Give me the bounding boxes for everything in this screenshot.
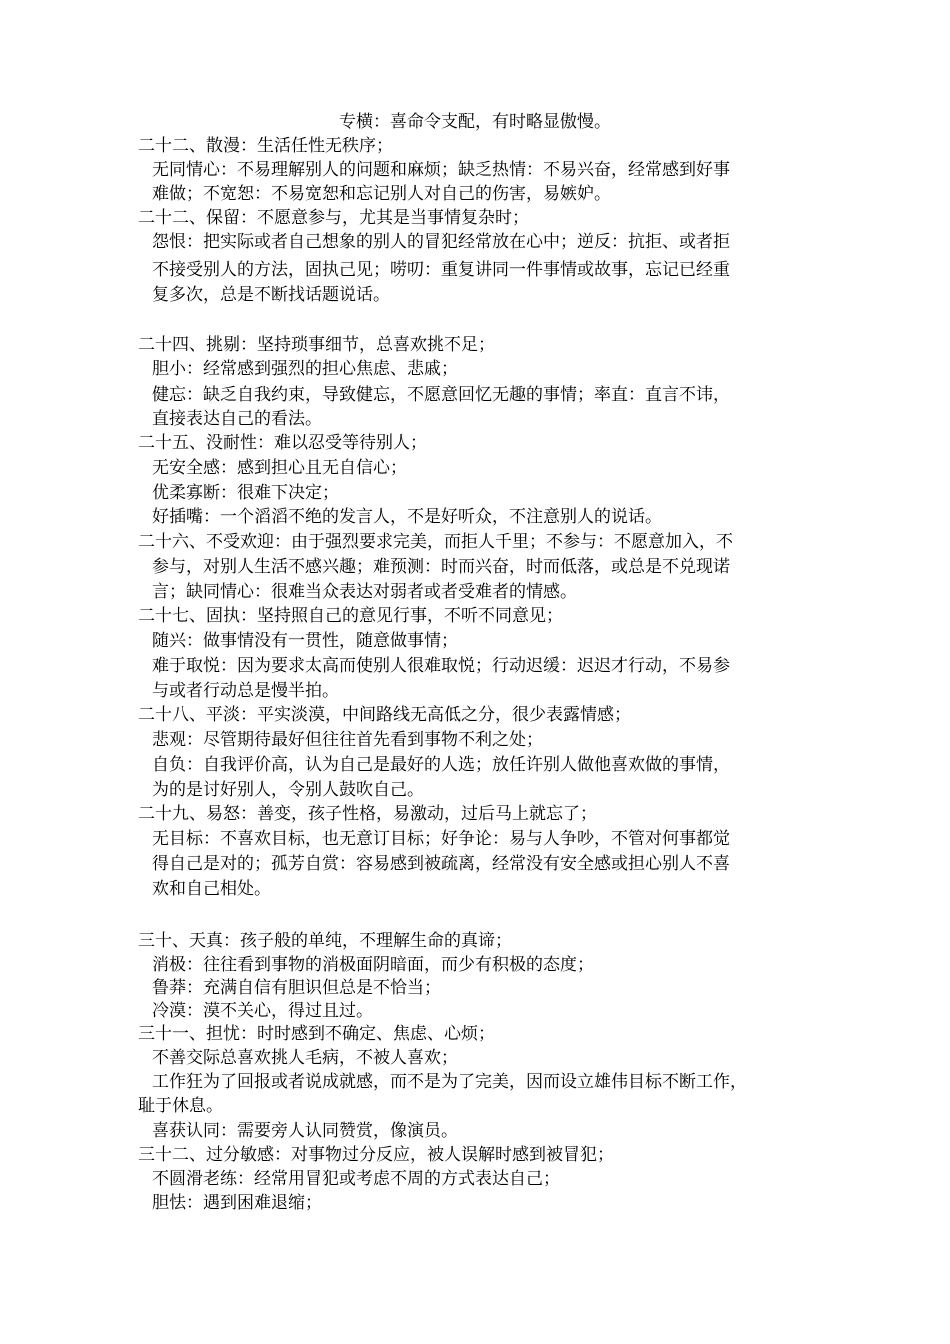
section-heading: 二十九、易怒：善变，孩子性格，易激动，过后马上就忘了； — [138, 804, 597, 824]
text-line: 怨恨：把实际或者自己想象的别人的冒犯经常放在心中；逆反：抗拒、或者拒 — [152, 232, 730, 252]
text-line: 不接受别人的方法，固执己见；唠叨：重复讲同一件事情或故事，忘记已经重 — [152, 260, 730, 280]
text-line: 参与，对别人生活不感兴趣；难预测：时而兴奋，时而低落，或总是不兑现诺 — [152, 557, 730, 577]
text-line: 喜获认同：需要旁人认同赞赏，像演员。 — [152, 1121, 458, 1141]
text-line: 冷漠：漠不关心，得过且过。 — [152, 1001, 373, 1021]
text-line: 健忘：缺乏自我约束，导致健忘，不愿意回忆无趣的事情；率直：直言不讳， — [152, 385, 730, 405]
text-line: 优柔寡断：很难下决定； — [152, 483, 339, 503]
text-line: 欢和自己相处。 — [152, 879, 271, 899]
section-heading: 二十八、平淡：平实淡漠，中间路线无高低之分，很少表露情感； — [138, 705, 631, 725]
text-line: 专横：喜命令支配，有时略显傲慢。 — [339, 112, 611, 132]
text-line: 鲁莽：充满自信有胆识但总是不恰当； — [152, 978, 441, 998]
section-heading: 二十七、固执：坚持照自己的意见行事，不听不同意见； — [138, 606, 563, 626]
text-line: 与或者行动总是慢半拍。 — [152, 681, 339, 701]
text-line: 无安全感：感到担心且无自信心； — [152, 458, 407, 478]
text-line: 消极：往往看到事物的消极面阴暗面，而少有积极的态度； — [152, 955, 594, 975]
section-heading: 二十四、挑剔：坚持琐事细节，总喜欢挑不足； — [138, 335, 495, 355]
section-heading: 三十一、担忧：时时感到不确定、焦虑、心烦； — [138, 1024, 495, 1044]
text-line: 随兴：做事情没有一贯性，随意做事情； — [152, 631, 458, 651]
text-line: 悲观：尽管期待最好但往往首先看到事物不利之处； — [152, 730, 543, 750]
text-line: 直接表达自己的看法。 — [152, 409, 322, 429]
text-line: 为的是讨好别人，令别人鼓吹自己。 — [152, 780, 424, 800]
text-line: 工作狂为了回报或者说成就感，而不是为了完美，因而设立雄伟目标不断工作， — [152, 1072, 747, 1092]
section-heading: 二十六、不受欢迎：由于强烈要求完美，而拒人千里；不参与：不愿意加入，不 — [138, 532, 733, 552]
text-line: 无同情心：不易理解别人的问题和麻烦；缺乏热情：不易兴奋，经常感到好事 — [152, 160, 730, 180]
text-line: 复多次，总是不断找话题说话。 — [152, 285, 390, 305]
text-line: 胆小：经常感到强烈的担心焦虑、悲戚； — [152, 359, 458, 379]
section-heading: 三十、天真：孩子般的单纯，不理解生命的真谛； — [138, 931, 512, 951]
text-line: 好插嘴：一个滔滔不绝的发言人，不是好听众，不注意别人的说话。 — [152, 507, 662, 527]
section-heading: 三十二、过分敏感：对事物过分反应，被人误解时感到被冒犯； — [138, 1145, 614, 1165]
section-heading: 二十二、保留：不愿意参与，尤其是当事情复杂时； — [138, 208, 529, 228]
text-line: 无目标：不喜欢目标，也无意订目标；好争论：易与人争吵，不管对何事都觉 — [152, 829, 730, 849]
text-line: 耻于休息。 — [138, 1096, 223, 1116]
section-heading: 二十五、没耐性：难以忍受等待别人； — [138, 433, 427, 453]
text-line: 不善交际总喜欢挑人毛病，不被人喜欢； — [152, 1048, 458, 1068]
text-line: 难于取悦：因为要求太高而使别人很难取悦；行动迟缓：迟迟才行动，不易参 — [152, 656, 730, 676]
text-line: 胆怯：遇到困难退缩； — [152, 1193, 322, 1213]
section-heading: 二十二、散漫：生活任性无秩序； — [138, 136, 393, 156]
text-line: 难做；不宽恕：不易宽恕和忘记别人对自己的伤害，易嫉妒。 — [152, 184, 611, 204]
text-line: 言；缺同情心：很难当众表达对弱者或者受难者的情感。 — [152, 582, 577, 602]
text-line: 自负：自我评价高，认为自己是最好的人选；放任许别人做他喜欢做的事情， — [152, 755, 730, 775]
text-line: 不圆滑老练：经常用冒犯或考虑不周的方式表达自己； — [152, 1169, 560, 1189]
text-line: 得自己是对的；孤芳自赏：容易感到被疏离，经常没有安全感或担心别人不喜 — [152, 854, 730, 874]
